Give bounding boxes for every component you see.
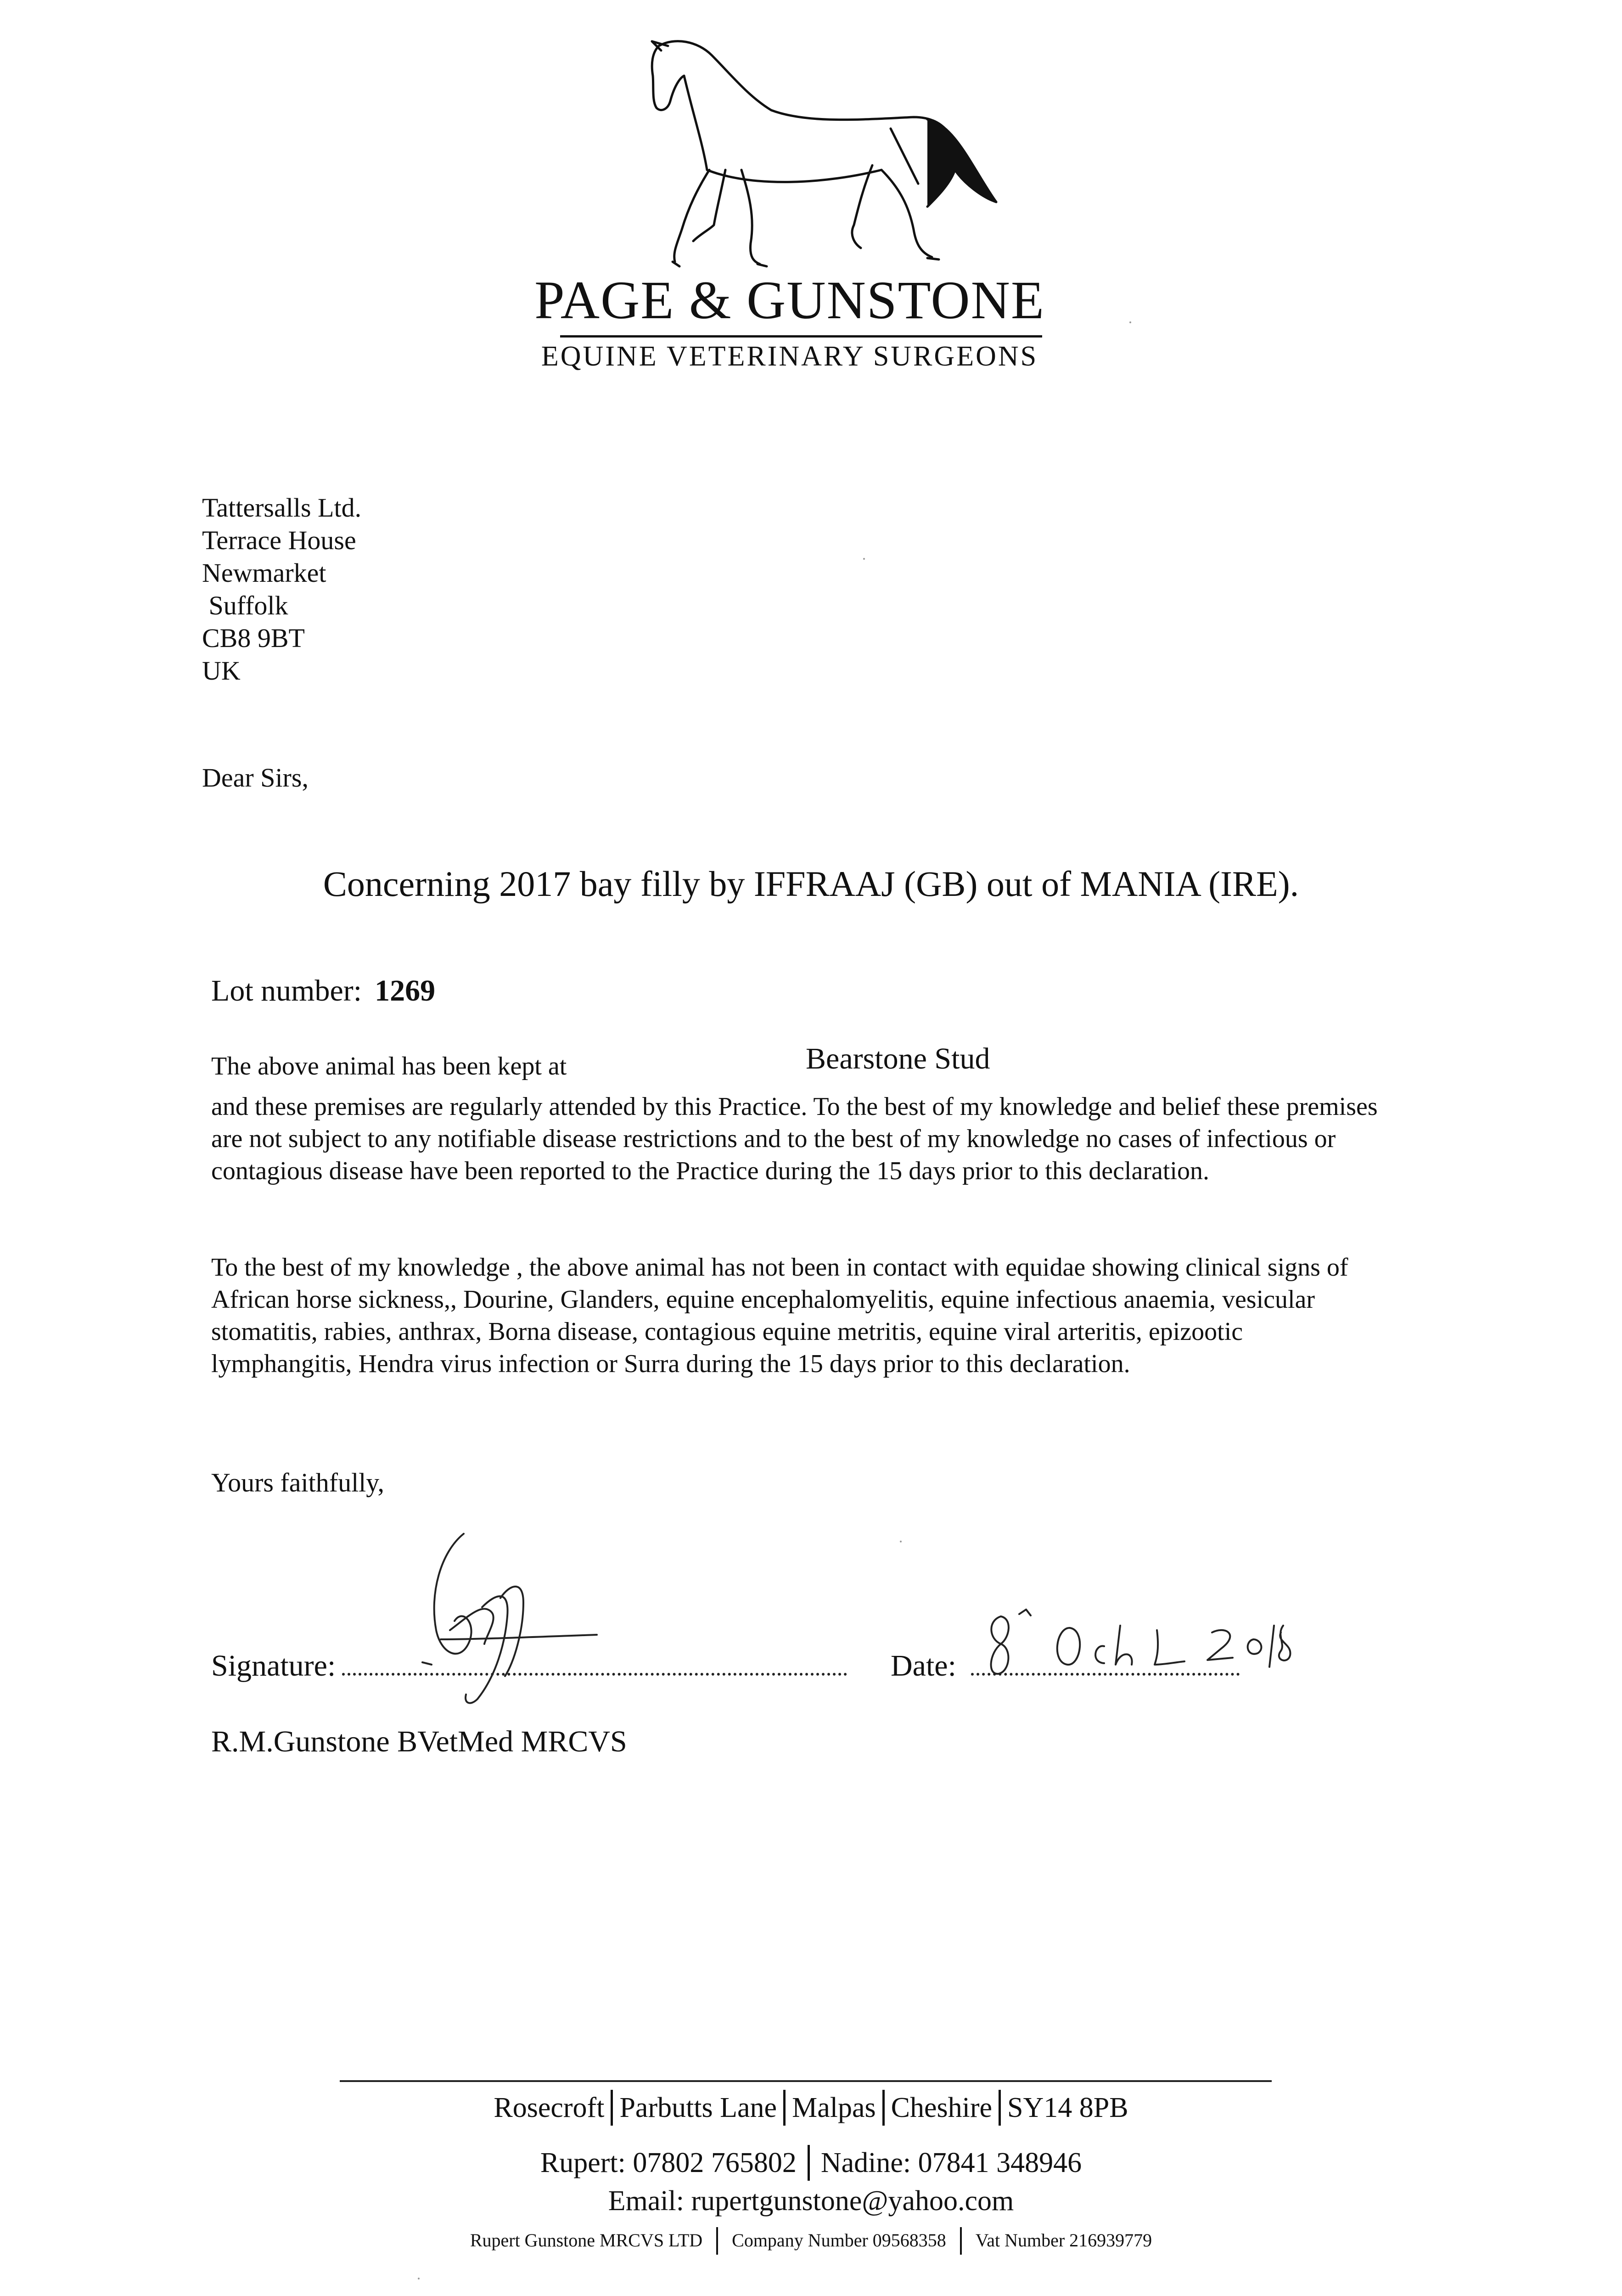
separator <box>882 2090 885 2126</box>
lot-label: Lot number: <box>211 974 362 1007</box>
footer-email: Email: rupertgunstone@yahoo.com <box>608 2185 1014 2217</box>
recipient-address <box>202 491 361 687</box>
footer-company-name: Rupert Gunstone MRCVS LTD <box>470 2230 703 2251</box>
horse-logo <box>634 32 1001 289</box>
closing: Yours faithfully, <box>211 1468 385 1497</box>
scan-speck <box>863 558 865 560</box>
footer-address <box>0 2092 1622 2126</box>
scan-speck <box>1129 321 1131 323</box>
footer-phones <box>0 2147 1622 2181</box>
separator <box>960 2227 962 2255</box>
footer-company-number: Company Number 09568358 <box>732 2230 946 2251</box>
footer-address-part: Rosecroft <box>494 2092 605 2123</box>
body-paragraph-1: and these premises are regularly attended by this Practice. To the best of my knowledge and belief these premises are not subject to any notifiable disease restrictions and to the best of my knowledge no cases of infectious or contagious disease have been reported to the Practice during the 15 days prior to this declaration. <box>211 1092 1378 1185</box>
handwritten-signature <box>386 1525 606 1717</box>
footer-phone: Rupert: 07802 765802 <box>540 2147 797 2178</box>
body-paragraph-2: To the best of my knowledge , the above animal has not been in contact with equidae showing clinical signs of African horse sickness,, Dourine, Glanders, equine encephalomyelitis, equine infectious anaemia, vesicular stomatitis, rabies, anthrax, Borna disease, contagious equine metritis, equine viral arteritis, epizootic lymphangitis, Hendra virus infection or Surra during the 15 days prior to this declaration. <box>211 1253 1348 1378</box>
address-line: Tattersalls Ltd. <box>202 493 362 523</box>
separator <box>999 2090 1001 2126</box>
address-line: Newmarket <box>202 558 326 588</box>
handwritten-date <box>982 1607 1295 1685</box>
brand-subtitle: EQUINE VETERINARY SURGEONS <box>541 341 1038 372</box>
footer-address-part: Cheshire <box>891 2092 992 2123</box>
signature-label: Signature: <box>211 1649 336 1683</box>
salutation: Dear Sirs, <box>202 763 309 793</box>
address-line: CB8 9BT <box>202 623 305 653</box>
separator <box>611 2090 613 2126</box>
brand-divider <box>560 335 1042 338</box>
brand-name: PAGE & GUNSTONE <box>534 270 1045 330</box>
footer-company <box>0 2229 1622 2255</box>
separator <box>783 2090 786 2126</box>
address-line: Suffolk <box>202 591 288 620</box>
kept-at-label: The above animal has been kept at <box>211 1052 567 1080</box>
subject-line: Concerning 2017 bay filly by IFFRAAJ (GB) out of MANIA (IRE). <box>323 864 1299 904</box>
footer-address-part: Parbutts Lane <box>619 2092 777 2123</box>
address-line: UK <box>202 656 241 686</box>
separator <box>716 2227 718 2255</box>
signer-name: R.M.Gunstone BVetMed MRCVS <box>211 1725 627 1758</box>
lot-number <box>211 974 435 1008</box>
footer-phone: Nadine: 07841 348946 <box>820 2147 1082 2178</box>
kept-at-value: Bearstone Stud <box>806 1042 990 1075</box>
address-line: Terrace House <box>202 525 356 555</box>
scan-speck <box>418 2278 420 2279</box>
footer-address-part: SY14 8PB <box>1007 2092 1128 2123</box>
footer-address-part: Malpas <box>792 2092 876 2123</box>
date-label: Date: <box>891 1649 956 1683</box>
separator <box>808 2145 810 2181</box>
scan-speck <box>900 1541 902 1542</box>
lot-value: 1269 <box>375 974 436 1007</box>
footer-vat-number: Vat Number 216939779 <box>975 2230 1152 2251</box>
footer-divider <box>340 2080 1272 2082</box>
